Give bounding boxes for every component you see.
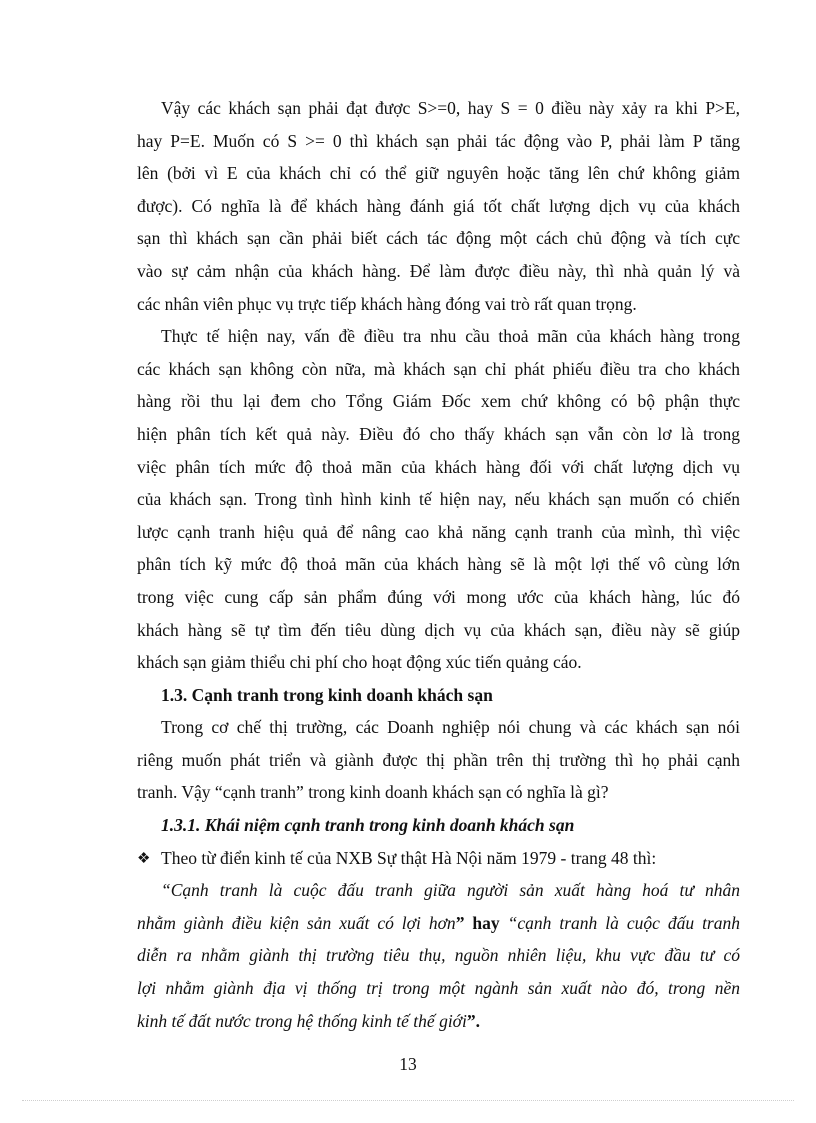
text-line: riêng muốn phát triển và giành được thị phần trên thị trường thì họ phải cạnh xyxy=(137,749,740,770)
text-line: lược cạnh tranh hiệu quả để nâng cao khả năng cạnh tranh của mình, thì việc xyxy=(137,521,740,542)
quote-line xyxy=(137,1005,740,1038)
quote-line: diễn ra nhằm giành thị trường tiêu thụ, nguồn nhiên liệu, khu vực đầu tư có xyxy=(137,945,740,966)
quote-text: nhằm giành điều kiện sản xuất có lợi hơn xyxy=(137,912,456,933)
quote-line: lợi nhằm giành địa vị thống trị trong một ngành sản xuất nào đó, trong nền xyxy=(137,978,740,999)
bullet-text: Theo từ điển kinh tế của NXB Sự thật Hà Nội năm 1979 - trang 48 thì: xyxy=(161,847,657,868)
text-line: khách sạn giảm thiểu chi phí cho hoạt động xúc tiến quảng cáo. xyxy=(137,652,582,673)
text-line: tranh. Vậy “cạnh tranh” trong kinh doanh khách sạn có nghĩa là gì? xyxy=(137,782,609,803)
text-line: các nhân viên phục vụ trực tiếp khách hàng đóng vai trò rất quan trọng. xyxy=(137,293,637,314)
text-line: vào sự cảm nhận của khách hàng. Để làm được điều này, thì nhà quản lý và xyxy=(137,260,740,281)
page-bottom-divider xyxy=(22,1100,794,1101)
text-line: trong việc cung cấp sản phẩm đúng với mong ước của khách hàng, lúc đó xyxy=(137,586,740,607)
page-body xyxy=(137,92,740,1037)
text-line: sạn thì khách sạn cần phải biết cách tác động một cách chủ động và tích cực xyxy=(137,228,740,249)
section-heading: 1.3. Cạnh tranh trong kinh doanh khách sạn xyxy=(161,684,493,705)
diamond-bullet-icon: ❖ xyxy=(137,850,151,867)
text-line: Trong cơ chế thị trường, các Doanh nghiệp nói chung và các khách sạn nói xyxy=(161,717,740,738)
quote-line xyxy=(137,907,740,940)
text-line: các khách sạn không còn nữa, mà khách sạn chỉ phát phiếu điều tra cho khách xyxy=(137,358,740,379)
quote-connector: hay xyxy=(472,912,500,933)
definition-quote xyxy=(137,874,740,1037)
text-line: phân tích kỹ mức độ thoả mãn của khách hàng sẽ là một lợi thế vô cùng lớn xyxy=(137,554,740,575)
text-line: lên (bởi vì E của khách chỉ có thể giữ nguyên hoặc tăng lên chứ không giảm xyxy=(137,163,740,184)
text-line: Thực tế hiện nay, vấn đề điều tra nhu cầu thoả mãn của khách hàng trong xyxy=(161,326,740,347)
quote-text: “cạnh tranh là cuộc đấu tranh xyxy=(499,912,740,933)
text-line: hàng rồi thu lại đem cho Tổng Giám Đốc xem chứ không có bộ phận thực xyxy=(137,391,740,412)
text-line: hay P=E. Muốn có S >= 0 thì khách sạn phải tác động vào P, phải làm P tăng xyxy=(137,130,740,151)
text-line: hiện phân tích kết quả này. Điều đó cho thấy khách sạn vẫn còn lơ là trong xyxy=(137,423,740,444)
quote-close: ” xyxy=(455,912,473,933)
paragraph-3 xyxy=(137,711,740,809)
text-line: việc phân tích mức độ thoả mãn của khách hàng đối với chất lượng dịch vụ xyxy=(137,456,740,477)
paragraph-1 xyxy=(137,92,740,320)
subsection-heading: 1.3.1. Khái niệm cạnh tranh trong kinh doanh khách sạn xyxy=(161,815,575,836)
bullet-item xyxy=(137,842,740,875)
quote-line: “Cạnh tranh là cuộc đấu tranh giữa người sản xuất hàng hoá tư nhân xyxy=(161,880,740,901)
text-line: được). Có nghĩa là để khách hàng đánh giá tốt chất lượng dịch vụ của khách xyxy=(137,195,740,216)
text-line: khách hàng sẽ tự tìm đến tiêu dùng dịch vụ của khách sạn, điều này sẽ giúp xyxy=(137,619,740,640)
page-number: 13 xyxy=(399,1054,417,1074)
paragraph-2 xyxy=(137,320,740,679)
text-line: Vậy các khách sạn phải đạt được S>=0, hay S = 0 điều này xảy ra khi P>E, xyxy=(161,98,740,118)
quote-end: ”. xyxy=(466,1010,481,1031)
text-line: của khách sạn. Trong tình hình kinh tế hiện nay, nếu khách sạn muốn có chiến xyxy=(137,489,740,510)
quote-text: kinh tế đất nước trong hệ thống kinh tế thế giới xyxy=(137,1010,467,1031)
